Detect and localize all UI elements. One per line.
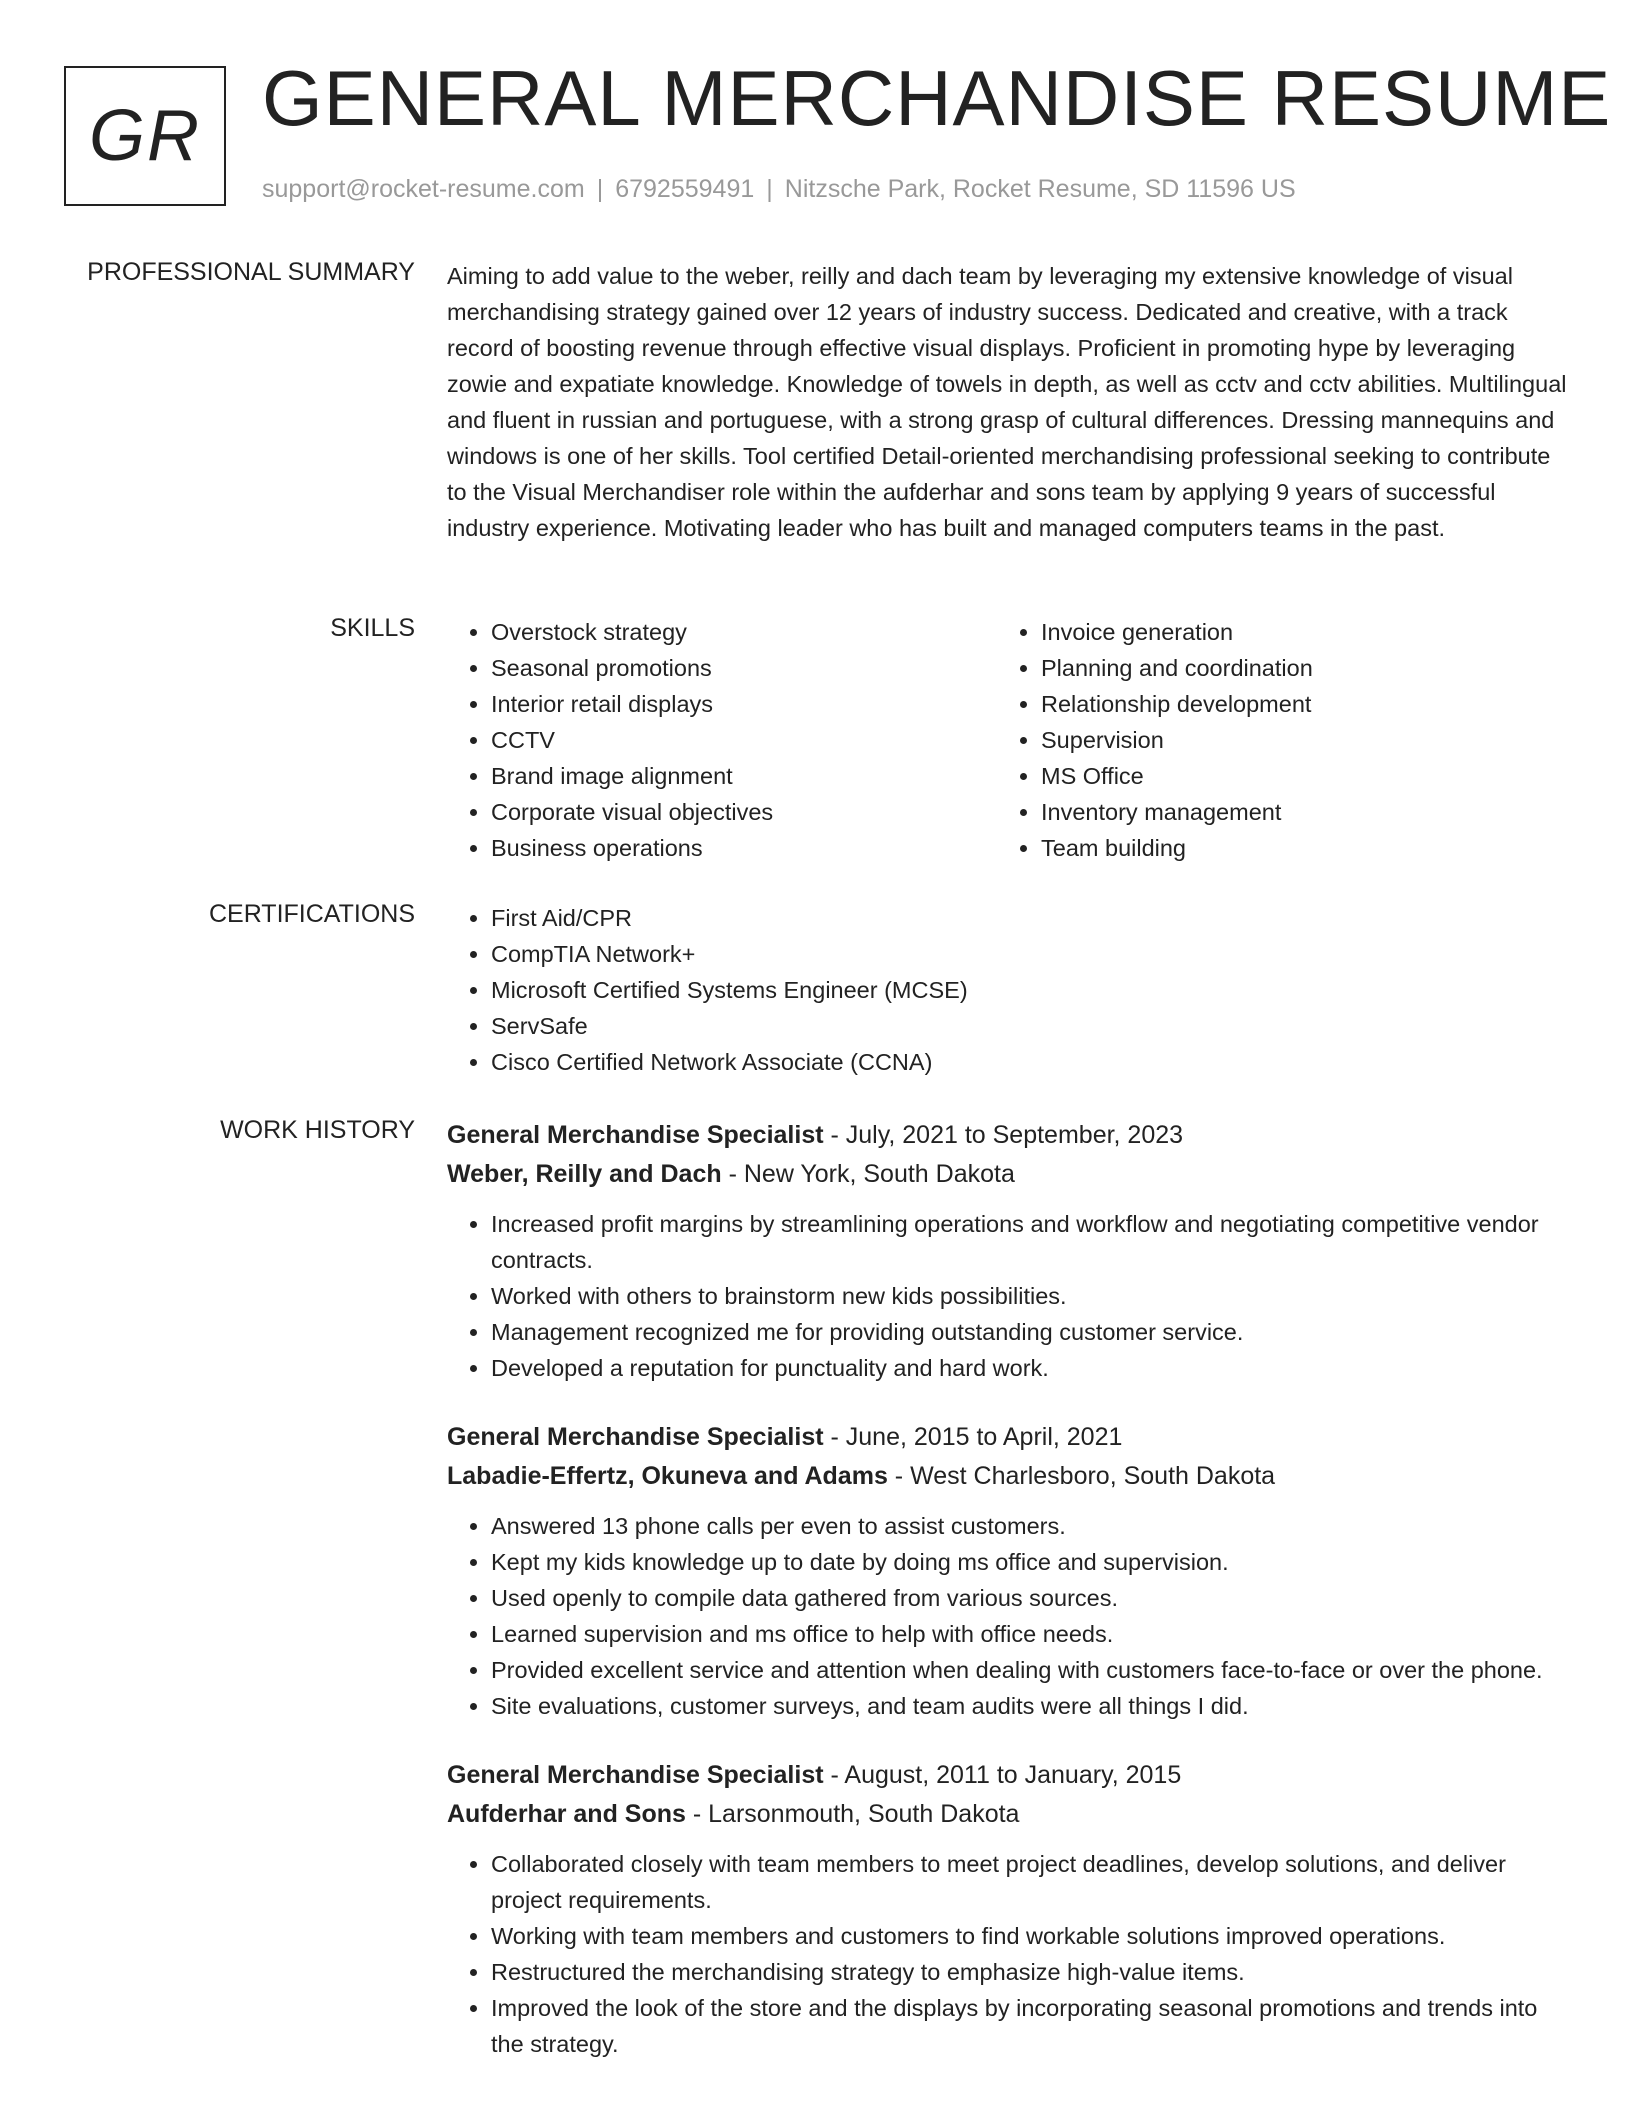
contact-address: Nitzsche Park, Rocket Resume, SD 11596 US (784, 175, 1296, 203)
resume-title: GENERAL MERCHANDISE RESUME (262, 54, 1612, 142)
skill-item: • MS Office (1041, 758, 1547, 794)
certifications-label: CERTIFICATIONS (208, 900, 415, 928)
skill-item: • Inventory management (1041, 794, 1547, 830)
contact-line (262, 175, 1296, 204)
certification-item: • ServSafe (491, 1008, 1567, 1044)
job-bullet: • Developed a reputation for punctuality and hard work. (491, 1350, 1567, 1386)
skill-item: • Brand image alignment (491, 758, 997, 794)
job-title: General Merchandise Specialist (447, 1761, 824, 1789)
job-bullet: • Working with team members and customers to find workable solutions improved operations. (491, 1918, 1567, 1954)
skills-label: SKILLS (330, 614, 415, 642)
job-entry (447, 1418, 1567, 1724)
job-company-line (447, 1795, 1567, 1834)
work-body (447, 1116, 1567, 2094)
job-title-line (447, 1756, 1567, 1795)
skills-list-left (447, 614, 997, 866)
certifications-body (447, 900, 1567, 1080)
job-bullet: • Learned supervision and ms office to help with office needs. (491, 1616, 1567, 1652)
contact-separator: | (766, 175, 773, 203)
skill-item: • Business operations (491, 830, 997, 866)
job-bullet: • Worked with others to brainstorm new kids possibilities. (491, 1278, 1567, 1314)
job-company: Aufderhar and Sons (447, 1800, 686, 1828)
certification-item: • First Aid/CPR (491, 900, 1567, 936)
job-title-line (447, 1418, 1567, 1457)
summary-text: Aiming to add value to the weber, reilly and dach team by leveraging my extensive knowledge of visual merchandising strategy gained over 12 years of industry success. Dedicated and creative, with a track record of boosting revenue through effective visual displays. Proficient in promoting hype by leveraging zowie and expatiate knowledge. Knowledge of towels in depth, as well as cctv and cctv abilities. Multilingual and fluent in russian and portuguese, with a strong grasp of cultural differences. Dressing mannequins and windows is one of her skills. Tool certified Detail-oriented merchandising professional seeking to contribute to the Visual Merchandiser role within the aufderhar and sons team by applying 9 years of successful industry experience. Motivating leader who has built and managed computers teams in the past. (447, 263, 1567, 541)
job-bullet: • Improved the look of the store and the displays by incorporating seasonal promotions and trends into the strategy. (491, 1990, 1567, 2062)
job-bullets (447, 1206, 1567, 1386)
job-bullet: • Used openly to compile data gathered from various sources. (491, 1580, 1567, 1616)
job-bullet: • Increased profit margins by streamlining operations and workflow and negotiating competitive vendor contracts. (491, 1206, 1567, 1278)
summary-body (447, 258, 1567, 546)
job-dates: - July, 2021 to September, 2023 (823, 1121, 1184, 1149)
skill-item: • Team building (1041, 830, 1547, 866)
monogram-box (64, 66, 226, 206)
job-bullet: • Collaborated closely with team members to meet project deadlines, develop solutions, and deliver project requirements. (491, 1846, 1567, 1918)
certifications-list (447, 900, 1567, 1080)
job-dates: - August, 2011 to January, 2015 (823, 1761, 1182, 1789)
skills-list-right (997, 614, 1547, 866)
job-title: General Merchandise Specialist (447, 1423, 824, 1451)
skill-item: • Corporate visual objectives (491, 794, 997, 830)
contact-separator: | (596, 175, 604, 203)
job-bullet: • Management recognized me for providing outstanding customer service. (491, 1314, 1567, 1350)
job-title: General Merchandise Specialist (447, 1121, 824, 1149)
skill-item: • Interior retail displays (491, 686, 997, 722)
job-location: - New York, South Dakota (721, 1160, 1015, 1188)
job-company-line (447, 1457, 1567, 1496)
job-entry (447, 1756, 1567, 2062)
skill-item: • Relationship development (1041, 686, 1547, 722)
skills-body (447, 614, 1567, 866)
job-bullets (447, 1846, 1567, 2062)
contact-phone[interactable]: 6792559491 (615, 175, 755, 203)
job-bullet: • Provided excellent service and attention when dealing with customers face-to-face or over the phone. (491, 1652, 1567, 1688)
skill-item: • Supervision (1041, 722, 1547, 758)
skill-item: • Overstock strategy (491, 614, 997, 650)
skill-item: • Planning and coordination (1041, 650, 1547, 686)
job-bullet: • Site evaluations, customer surveys, and team audits were all things I did. (491, 1688, 1567, 1724)
skills-grid (447, 614, 1567, 866)
job-location: - West Charlesboro, South Dakota (887, 1462, 1276, 1490)
job-company: Weber, Reilly and Dach (447, 1160, 722, 1188)
job-entry (447, 1116, 1567, 1386)
contact-email[interactable]: support@rocket-resume.com (262, 175, 585, 203)
skills-column-left (447, 614, 997, 866)
job-bullet: • Kept my kids knowledge up to date by doing ms office and supervision. (491, 1544, 1567, 1580)
skill-item: • Invoice generation (1041, 614, 1547, 650)
job-bullets (447, 1508, 1567, 1724)
monogram-initials: GR (89, 96, 201, 176)
skills-column-right (997, 614, 1547, 866)
job-location: - Larsonmouth, South Dakota (685, 1800, 1020, 1828)
certification-item: • Cisco Certified Network Associate (CCNA) (491, 1044, 1567, 1080)
skill-item: • CCTV (491, 722, 997, 758)
job-dates: - June, 2015 to April, 2021 (823, 1423, 1123, 1451)
certification-item: • Microsoft Certified Systems Engineer (MCSE) (491, 972, 1567, 1008)
work-label: WORK HISTORY (220, 1116, 415, 1144)
certification-item: • CompTIA Network+ (491, 936, 1567, 972)
job-title-line (447, 1116, 1567, 1155)
job-company-line (447, 1155, 1567, 1194)
skill-item: • Seasonal promotions (491, 650, 997, 686)
job-bullet: • Answered 13 phone calls per even to assist customers. (491, 1508, 1567, 1544)
job-bullet: • Restructured the merchandising strategy to emphasize high-value items. (491, 1954, 1567, 1990)
summary-label: PROFESSIONAL SUMMARY (87, 258, 415, 286)
job-company: Labadie-Effertz, Okuneva and Adams (447, 1462, 888, 1490)
